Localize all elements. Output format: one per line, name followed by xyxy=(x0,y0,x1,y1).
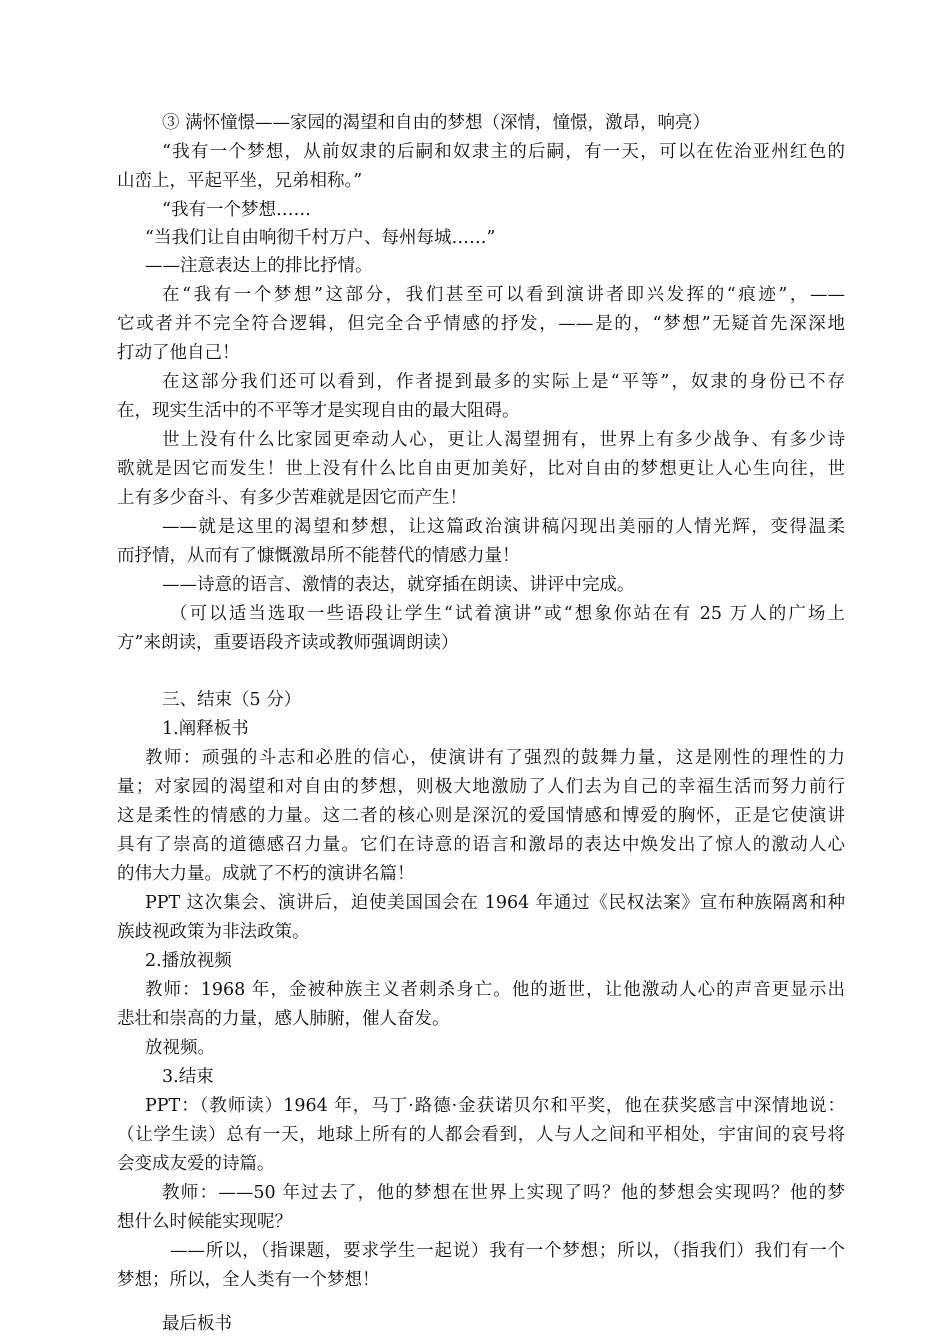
quote-line: 山峦上，平起平坐，兄弟相称。” xyxy=(117,171,363,191)
paragraph-line: 的伟大力量。成就了不朽的演讲名篇！ xyxy=(117,864,415,884)
paragraph-line: 歌就是因它而发生！世上没有什么比自由更加美好，比对自由的梦想更让人心生向往，世 xyxy=(117,459,845,479)
section-heading-longing: ③ 满怀憧憬——家园的渴望和自由的梦想（深情，憧憬，激昂，响亮） xyxy=(162,113,711,133)
paragraph-line: （让学生读）总有一天，地球上所有的人都会看到，人与人之间和平相处，宇宙间的哀号将 xyxy=(117,1125,845,1145)
subheading: 1.阐释板书 xyxy=(162,719,249,739)
paragraph-line: ——所以，（指课题，要求学生一起说）我有一个梦想；所以，（指我们）我们有一个 xyxy=(170,1241,845,1261)
paragraph-line: 具有了崇高的道德感召力量。它们在诗意的语言和激昂的表达中焕发出了惊人的激动人心 xyxy=(117,835,845,855)
quote-line: “当我们让自由响彻千村万户、每州每城……” xyxy=(145,228,496,248)
quote-line: “我有一个梦想，从前奴隶的后嗣和奴隶主的后嗣，有一天，可以在佐治亚州红色的 xyxy=(162,142,845,162)
paragraph-line: 在，现实生活中的不平等才是实现自由的最大阻碍。 xyxy=(117,401,520,421)
subheading: 2.播放视频 xyxy=(145,951,232,971)
paragraph-line: 世上没有什么比家园更牵动人心，更让人渴望拥有，世界上有多少战争、有多少诗 xyxy=(162,430,845,450)
final-board-heading: 最后板书 xyxy=(162,1314,232,1334)
paragraph-line: 教师：顽强的斗志和必胜的信心，使演讲有了强烈的鼓舞力量，这是刚性的理性的力 xyxy=(145,748,845,768)
paragraph-line: 打动了他自己！ xyxy=(117,343,240,363)
paragraph-line: ——就是这里的渴望和梦想，让这篇政治演讲稿闪现出美丽的人情光辉，变得温柔 xyxy=(162,517,845,537)
paragraph-line: PPT 这次集会、演讲后，迫使美国国会在 1964 年通过《民权法案》宣布种族隔离和种 xyxy=(145,893,845,913)
paragraph-line: 族歧视政策为非法政策。 xyxy=(117,922,310,942)
paragraph-line: 教师：1968 年，金被种族主义者刺杀身亡。他的逝世，让他激动人心的声音更显示出 xyxy=(145,980,845,1000)
paragraph-line: 悲壮和崇高的力量，感人肺腑，催人奋发。 xyxy=(117,1009,450,1029)
paragraph-line: 它或者并不完全符合逻辑，但完全合乎情感的抒发，——是的，“梦想”无疑首先深深地 xyxy=(117,314,845,334)
subheading: 3.结束 xyxy=(162,1067,214,1087)
paragraph-line: 会变成友爱的诗篇。 xyxy=(117,1154,275,1174)
note-line: ——注意表达上的排比抒情。 xyxy=(145,256,373,276)
paragraph-line: （可以适当选取一些语段让学生“试着演讲”或“想象你站在有 25 万人的广场上 xyxy=(170,604,845,624)
paragraph-line: 在这部分我们还可以看到，作者提到最多的实际上是“平等”，奴隶的身份已不存 xyxy=(162,372,845,392)
paragraph-line: 方”来朗读，重要语段齐读或教师强调朗读） xyxy=(117,633,459,653)
paragraph-line: 梦想；所以，全人类有一个梦想！ xyxy=(117,1270,380,1290)
paragraph-line: 这是柔性的情感的力量。这二者的核心则是深沉的爱国情感和博爱的胸怀，正是它使演讲 xyxy=(117,806,845,826)
section-heading-ending: 三、结束（5 分） xyxy=(162,690,302,710)
paragraph-line: 想什么时候能实现呢？ xyxy=(117,1212,292,1232)
paragraph-line: 量；对家园的渴望和对自由的梦想，则极大地激励了人们去为自己的幸福生活而努力前行 xyxy=(117,777,845,797)
paragraph-line: 放视频。 xyxy=(145,1038,215,1058)
quote-line: “我有一个梦想…… xyxy=(162,200,311,220)
paragraph-line: 而抒情，从而有了慷慨激昂所不能替代的情感力量！ xyxy=(117,546,520,566)
paragraph-line: PPT：（教师读）1964 年，马丁·路德·金获诺贝尔和平奖，他在获奖感言中深情地说： xyxy=(145,1096,845,1116)
paragraph-line: 上有多少奋斗、有多少苦难就是因它而产生！ xyxy=(117,488,467,508)
paragraph-line: 教师：——50 年过去了，他的梦想在世界上实现了吗？他的梦想会实现吗？他的梦 xyxy=(162,1183,845,1203)
paragraph-line: 在“我有一个梦想”这部分，我们甚至可以看到演讲者即兴发挥的“痕迹”，—— xyxy=(162,285,845,305)
paragraph-line: ——诗意的语言、激情的表达，就穿插在朗读、讲评中完成。 xyxy=(162,575,635,595)
